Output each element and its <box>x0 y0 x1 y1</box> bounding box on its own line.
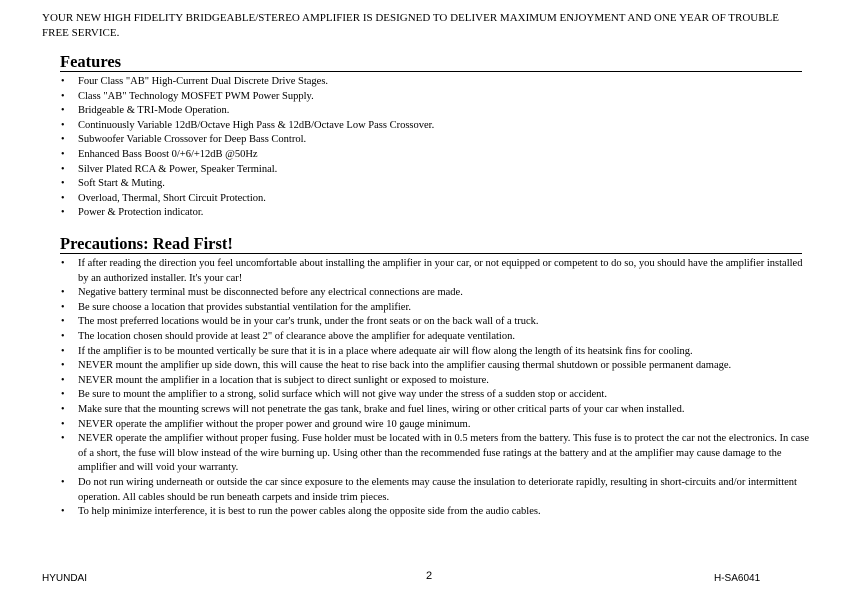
bullet-icon: • <box>61 258 65 269</box>
intro-statement: YOUR NEW HIGH FIDELITY BRIDGEABLE/STEREO AMPLIFIER IS DESIGNED TO DELIVER MAXIMUM ENJOYMENT AND ONE YEAR OF TROUBLE FREE SERVICE. <box>42 12 779 39</box>
page-number: 2 <box>426 570 433 582</box>
precaution-item <box>60 257 812 286</box>
bullet-icon: • <box>61 433 65 445</box>
bullet-icon: • <box>61 105 65 117</box>
bullet-icon: • <box>61 506 65 518</box>
bullet-icon: • <box>61 476 65 488</box>
precautions-list <box>60 257 812 520</box>
bullet-icon: • <box>61 178 65 190</box>
precaution-item <box>60 359 812 374</box>
feature-item <box>60 177 802 192</box>
precaution-item-text: NEVER mount the amplifier in a location that is subject to direct sunlight or exposed to moisture. <box>78 374 489 386</box>
feature-item-text: Enhanced Bass Boost 0/+6/+12dB @50Hz <box>78 148 258 160</box>
feature-item <box>60 192 802 207</box>
bullet-icon: • <box>61 330 65 342</box>
features-heading: Features <box>60 52 802 72</box>
precaution-item-text: If the amplifier is to be mounted vertically be sure that it is in a place where adequate air will flow along the length of its heatsink fins for cooling. <box>78 345 693 357</box>
feature-item-text: Silver Plated RCA & Power, Speaker Terminal. <box>78 163 278 175</box>
precaution-item <box>60 330 812 345</box>
feature-item-text: Subwoofer Variable Crossover for Deep Bass Control. <box>78 134 307 146</box>
bullet-icon: • <box>61 287 65 299</box>
precaution-item-text: NEVER operate the amplifier without the proper power and ground wire 10 gauge minimum. <box>78 418 471 430</box>
bullet-icon: • <box>61 360 65 372</box>
feature-item-text: Bridgeable & TRI-Mode Operation. <box>78 105 230 117</box>
footer-brand: HYUNDAI <box>42 573 88 584</box>
bullet-icon: • <box>61 345 65 357</box>
precaution-item <box>60 476 812 505</box>
footer-model: H-SA6041 <box>714 573 761 584</box>
feature-item <box>60 163 802 178</box>
bullet-icon: • <box>61 403 65 415</box>
features-list <box>60 75 802 221</box>
precaution-item <box>60 286 812 301</box>
precaution-item <box>60 315 812 330</box>
feature-item-text: Power & Protection indicator. <box>78 207 204 219</box>
precaution-item-text: Be sure choose a location that provides substantial ventilation for the amplifier. <box>78 301 411 313</box>
precaution-item <box>60 432 812 476</box>
precaution-item-text: Make sure that the mounting screws will not penetrate the gas tank, brake and fuel lines, wiring or other critical parts of your car when installed. <box>78 403 685 415</box>
bullet-icon: • <box>61 119 65 131</box>
bullet-icon: • <box>61 90 65 102</box>
feature-item-text: Class "AB" Technology MOSFET PWM Power Supply. <box>78 90 314 102</box>
bullet-icon: • <box>61 418 65 430</box>
precaution-item <box>60 418 812 433</box>
feature-item <box>60 75 802 90</box>
precaution-item-text: The most preferred locations would be in your car's trunk, under the front seats or on the back wall of a truck. <box>78 316 539 328</box>
feature-item-text: Continuously Variable 12dB/Octave High Pass & 12dB/Octave Low Pass Crossover. <box>78 119 435 131</box>
precaution-item-text: NEVER operate the amplifier without proper fusing. Fuse holder must be located with in 0.5 meters from the battery. This fuse is to protect the car not the electronics. In case of a short, the fuse will blow instead of the wire burning up. Using other than the recommended fuse ratings at the battery and at the amplifier may cause damage to the amplifier and will void your warranty. <box>78 433 810 474</box>
feature-item <box>60 119 802 134</box>
precaution-item <box>60 345 812 360</box>
bullet-icon: • <box>61 148 65 160</box>
precaution-item-text: If after reading the direction you feel uncomfortable about installing the amplifier in your car, or not equipped or competent to do so, you should have the amplifier installed by an authorized installer. It's your car! <box>78 258 803 284</box>
precaution-item-text: Be sure to mount the amplifier to a strong, solid surface which will not give way under the stress of a sudden stop or accident. <box>78 389 607 401</box>
feature-item-text: Soft Start & Muting. <box>78 178 165 190</box>
precaution-item <box>60 403 812 418</box>
precaution-item-text: To help minimize interference, it is best to run the power cables along the opposite side from the audio cables. <box>78 506 541 518</box>
feature-item <box>60 148 802 163</box>
bullet-icon: • <box>61 389 65 401</box>
precaution-item-text: NEVER mount the amplifier up side down, this will cause the heat to rise back into the amplifier causing thermal shutdown or possible permanent damage. <box>78 360 732 372</box>
precaution-item <box>60 388 812 403</box>
precaution-item <box>60 374 812 389</box>
bullet-icon: • <box>61 301 65 313</box>
bullet-icon: • <box>61 374 65 386</box>
feature-item-text: Four Class "AB" High-Current Dual Discrete Drive Stages. <box>78 76 329 87</box>
feature-item <box>60 133 802 148</box>
feature-item <box>60 90 802 105</box>
bullet-icon: • <box>61 76 65 87</box>
bullet-icon: • <box>61 163 65 175</box>
precaution-item-text: Negative battery terminal must be disconnected before any electrical connections are made. <box>78 287 463 299</box>
bullet-icon: • <box>61 207 65 219</box>
feature-item-text: Overload, Thermal, Short Circuit Protection. <box>78 192 266 204</box>
bullet-icon: • <box>61 192 65 204</box>
precaution-item-text: Do not run wiring underneath or outside the car since exposure to the elements may cause the insulation to deteriorate rapidly, resulting in short-circuits and/or intermittent operation. All cables should be run beneath carpets and inside trim pieces. <box>78 476 797 503</box>
precaution-item-text: The location chosen should provide at least 2" of clearance above the amplifier for adequate ventilation. <box>78 330 515 342</box>
precaution-item <box>60 301 812 316</box>
feature-item <box>60 206 802 221</box>
bullet-icon: • <box>61 316 65 328</box>
precautions-heading: Precautions: Read First! <box>60 234 802 254</box>
bullet-icon: • <box>61 134 65 146</box>
feature-item <box>60 104 802 119</box>
precaution-item <box>60 505 812 520</box>
